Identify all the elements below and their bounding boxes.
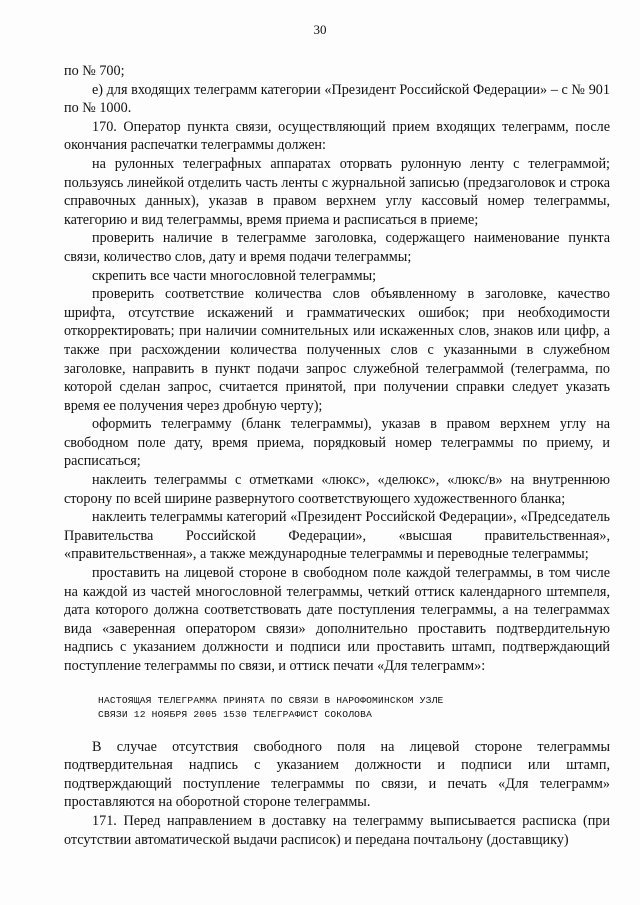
- stamp-line: НАСТОЯЩАЯ ТЕЛЕГРАММА ПРИНЯТА ПО СВЯЗИ В НАРОФОМИНСКОМ УЗЛЕ: [98, 694, 444, 706]
- paragraph: скрепить все части многословной телеграммы;: [92, 267, 377, 284]
- paragraph: 170. Оператор пункта связи, осуществляющий прием входящих телеграмм, после окончания распечатки телеграммы должен:: [64, 118, 610, 154]
- document-body: [64, 62, 610, 849]
- stamp-line: СВЯЗИ 12 НОЯБРЯ 2005 1530 ТЕЛЕГРАФИСТ СОКОЛОВА: [98, 708, 373, 720]
- paragraph: наклеить телеграммы с отметками «люкс», «делюкс», «люкс/в» на внутреннюю сторону по всей ширине развернутого соответствующего художественного бланка;: [64, 472, 610, 507]
- telegram-stamp-example: [98, 694, 610, 722]
- paragraph: 171. Перед направлением в доставку на телеграмму выписывается расписка (при отсутствии автоматической выдачи расписок) и передана почтальону (доставщику): [64, 812, 610, 848]
- paragraph: по № 700;: [64, 63, 125, 79]
- paragraph: на рулонных телеграфных аппаратах оторвать рулонную ленту с телеграммой; пользуясь линейкой отделить часть ленты с журнальной записью (предзаголовок и строка справочных данных), указав в правом верхнем углу кассовый номер телеграммы, категорию и вид телеграммы, время приема и расписаться в приеме;: [64, 155, 610, 228]
- paragraph: е) для входящих телеграмм категории «Президент Российской Федерации» – с № 901 по № 1000.: [64, 81, 610, 117]
- paragraph: В случае отсутствия свободного поля на лицевой стороне телеграммы подтвердительная надпись с указанием должности и подписи или штамп, подтверждающий поступление телеграммы по связи, и печать «Для телеграмм» проставляются на оборотной стороне телеграммы.: [64, 738, 610, 811]
- paragraph: проставить на лицевой стороне в свободном поле каждой телеграммы, в том числе на каждой из частей многословной телеграммы, четкий оттиск календарного штемпеля, дата которого должна соответствовать дате поступления телеграммы, а на телеграммах вида «заверенная оператором связи» дополнительно проставить подтвердительную надпись с указанием должности и подписи или проставить штамп, подтверждающий поступление телеграммы по связи, и оттиск печати «Для телеграмм»:: [64, 565, 610, 674]
- paragraph: оформить телеграмму (бланк телеграммы), указав в правом верхнем углу на свободном поле дату, время приема, порядковый номер телеграммы по приему, и расписаться;: [64, 416, 610, 470]
- paragraph: наклеить телеграммы категорий «Президент Российской Федерации», «Председатель Правительства Российской Федерации», «высшая правительственная», «правительственная», а также международные телеграммы и переводные телеграммы;: [64, 509, 610, 563]
- paragraph: проверить наличие в телеграмме заголовка, содержащего наименование пункта связи, количество слов, дату и время подачи телеграммы;: [64, 230, 610, 265]
- page-number: 30: [313, 22, 327, 37]
- paragraph: проверить соответствие количества слов объявленному в заголовке, качество шрифта, отсутствие искажений и грамматических ошибок; при необходимости откорректировать; при наличии сомнительных или искаженных слов, знаков или цифр, а также при расхождении количества полученных слов с указанными в служебном заголовке, направить в пункт подачи запрос служебной телеграммой (телеграмма, по которой сделан запрос, считается принятой, при получении справки следует указать время ее получения через дробную черту);: [64, 286, 610, 414]
